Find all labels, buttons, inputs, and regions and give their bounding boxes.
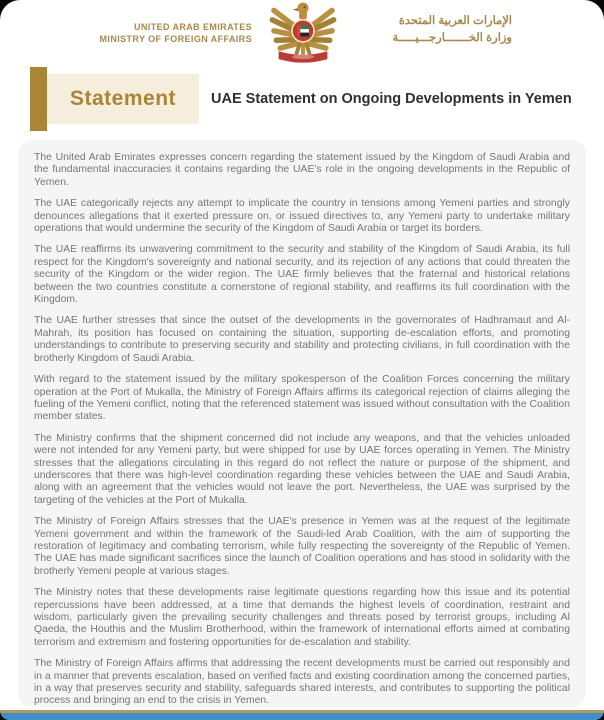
statement-label: Statement [69, 87, 177, 110]
statement-paragraph: The UAE reaffirms its unwavering commitment to the security and stability of the Kingdom of Saudi Arabia, its full respect for the Kingdom's sovereignty and national security, and its rejection of any actions that could threaten the security of the Kingdom or the wider region. The UAE firmly believes that the fraternal and historical relations between the two countries constitute a cornerstone of regional stability, and reaffirms its full coordination with the Kingdom. [34, 244, 570, 306]
ministry-name-en-line1: UNITED ARAB EMIRATES [134, 22, 252, 32]
ministry-name-en-line2: MINISTRY OF FOREIGN AFFAIRS [99, 33, 252, 44]
ministry-name-arabic [352, 13, 512, 47]
statement-body-panel [18, 140, 586, 707]
statement-title-band [30, 66, 584, 132]
ministry-name-english [56, 22, 252, 45]
statement-paragraph: With regard to the statement issued by the military spokesperson of the Coalition Forces concerning the military operation at the Port of Mukalla, the Ministry of Foreign Affairs affirms its categorical rejection of claims alleging the fueling of the Yemeni conflict, noting that the referenced statement was issued without consultation with the Coalition member states. [34, 374, 570, 423]
statement-paragraph: The Ministry confirms that the shipment concerned did not include any weapons, and that the vehicles unloaded were not intended for any Yemeni party, but were shipped for use by UAE forces operating in Yemen. The Ministry stresses that the allegations circulating in this regard do not reflect the nature or purpose of the shipment, and underscores that there was high-level coordination regarding these vehicles between the UAE and Saudi Arabia, along with an agreement that the vehicles would not leave the port. Nevertheless, the UAE was surprised by the targeting of the vehicles at the Port of Mukalla. [34, 432, 570, 506]
statement-paragraph: The Ministry of Foreign Affairs affirms that addressing the recent developments must be carried out responsibly and in a manner that prevents escalation, based on verified facts and existing coordination among the concerned parties, in a way that preserves security and stability, safeguards shared interests, and contributes to supporting the political process and bringing an end to the crisis in Yemen. [34, 658, 570, 707]
ministry-name-ar-line2: وزارة الخـــــــارجـــيـــــة [392, 32, 512, 44]
statement-paragraph: The United Arab Emirates expresses concern regarding the statement issued by the Kingdom of Saudi Arabia and the fundamental inaccuracies it contains regarding the UAE's role in the ongoing developments in the Republic of Yemen. [34, 152, 570, 188]
statement-label-box [47, 74, 199, 124]
statement-paragraph: The Ministry notes that these developments raise legitimate questions regarding how this issue and its potential repercussions have been addressed, at a time that demands the highest levels of coordination, restraint and wisdom, particularly given the prevailing security challenges and threats posed by terrorist groups, including Al Qaeda, the Houthis and the Muslim Brotherhood, within the framework of international efforts aimed at combating terrorism and extremism and fostering opportunities for de-escalation and stability. [34, 587, 570, 648]
statement-paragraph: The Ministry of Foreign Affairs stresses that the UAE's presence in Yemen was at the request of the legitimate Yemeni government and within the framework of the Saudi-led Arab Coalition, with the aim of supporting the restoration of legitimacy and combating terrorism, while fully respecting the sovereignty of the Republic of Yemen. The UAE has made significant sacrifices since the launch of Coalition operations and has stood in solidarity with the brotherly Yemeni people at various stages. [34, 516, 570, 577]
gold-accent-bar [30, 67, 47, 131]
statement-title: UAE Statement on Ongoing Developments in Yemen [211, 91, 572, 107]
footer-blue-bar [0, 713, 604, 720]
statement-paragraph: The UAE categorically rejects any attempt to implicate the country in tensions among Yemeni parties and strongly denounces allegations that it exerted pressure on, or issued directives to, any Yemeni party to undertake military operations that would undermine the security of the Kingdom of Saudi Arabia or target its borders. [34, 198, 570, 235]
statement-paragraph: The UAE further stresses that since the outset of the developments in the governorates of Hadhramaut and Al-Mahrah, its position has focused on containing the situation, supporting de-escalation efforts, and promoting understandings to contribute to preserving security and stability and protecting civilians, in full coordination with the brotherly Kingdom of Saudi Arabia. [34, 315, 570, 364]
ministry-name-ar-line1: الإمارات العربية المتحدة [398, 15, 512, 27]
uae-falcon-emblem-icon [266, 1, 340, 67]
ministry-header [0, 0, 604, 64]
